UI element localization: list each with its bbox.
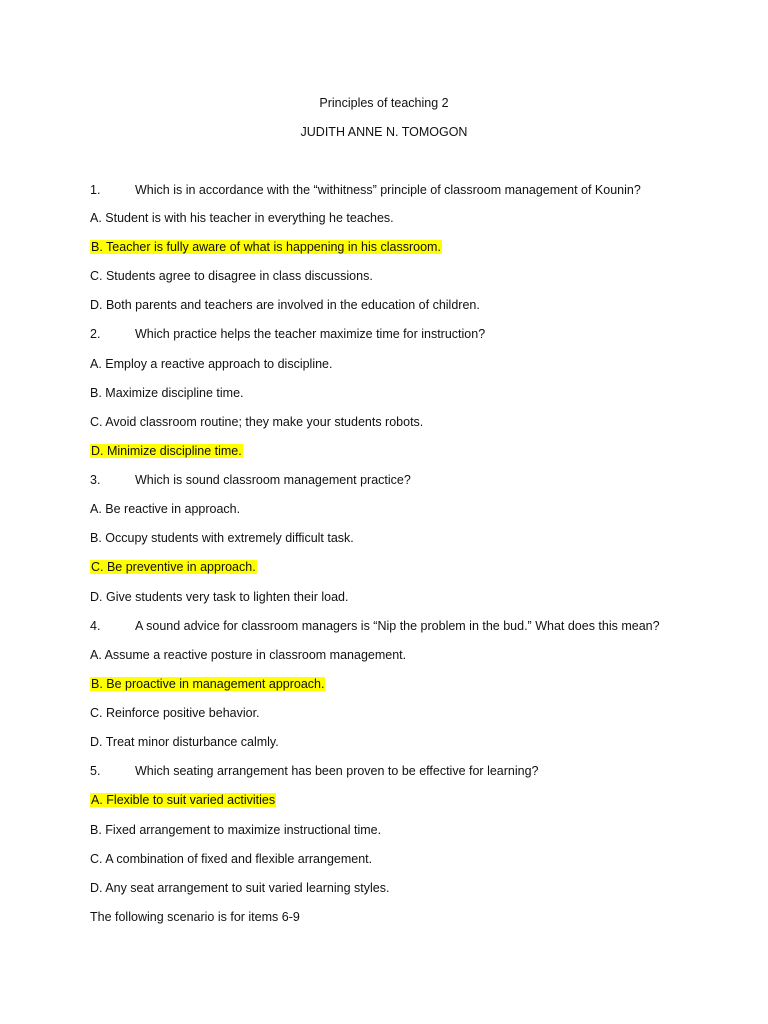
document-title <box>0 95 768 111</box>
option-text: C. Avoid classroom routine; they make your students robots. <box>90 415 424 429</box>
option-3b <box>90 530 354 546</box>
option-text: A. Student is with his teacher in everything he teaches. <box>90 211 394 225</box>
option-3a <box>90 501 240 517</box>
question-number: 1. <box>90 183 101 197</box>
question-text: Which is sound classroom management practice? <box>135 473 411 487</box>
option-text: B. Occupy students with extremely difficult task. <box>90 531 354 545</box>
option-text: A. Assume a reactive posture in classroom management. <box>90 648 407 662</box>
option-text: C. Reinforce positive behavior. <box>90 706 260 720</box>
option-4b <box>90 676 325 692</box>
option-1d <box>90 297 480 313</box>
option-text: B. Maximize discipline time. <box>90 386 244 400</box>
question-number: 2. <box>90 327 101 341</box>
option-1b <box>90 239 442 255</box>
scenario-note <box>90 909 300 925</box>
option-2b <box>90 385 244 401</box>
option-text: A. Employ a reactive approach to discipline. <box>90 357 333 371</box>
option-text: D. Give students very task to lighten their load. <box>90 590 349 604</box>
option-3d <box>90 589 348 605</box>
option-text: A. Be reactive in approach. <box>90 502 241 516</box>
option-2d <box>90 443 243 459</box>
highlighted-answer: B. Teacher is fully aware of what is happening in his classroom. <box>91 240 441 254</box>
highlighted-answer: A. Flexible to suit varied activities <box>91 793 276 807</box>
option-text: D. Treat minor disturbance calmly. <box>90 735 279 749</box>
question-number: 3. <box>90 473 101 487</box>
option-5c <box>90 851 372 867</box>
option-2c <box>90 414 423 430</box>
scenario-note-text: The following scenario is for items 6-9 <box>90 910 300 924</box>
highlighted-answer: C. Be preventive in approach. <box>91 560 256 574</box>
option-5b <box>90 822 381 838</box>
author-name-text: JUDITH ANNE N. TOMOGON <box>300 125 468 139</box>
document-title-text: Principles of teaching 2 <box>319 96 449 110</box>
option-4c <box>90 705 260 721</box>
option-4d <box>90 734 279 750</box>
author-name <box>0 124 768 140</box>
question-text: Which is in accordance with the “withitness” principle of classroom management of Kounin? <box>135 183 641 197</box>
option-text: C. A combination of fixed and flexible arrangement. <box>90 852 373 866</box>
option-5a <box>90 792 276 808</box>
question-number: 4. <box>90 619 101 633</box>
option-text: C. Students agree to disagree in class discussions. <box>90 269 373 283</box>
option-5d <box>90 880 389 896</box>
question-text: Which seating arrangement has been proven to be effective for learning? <box>135 764 539 778</box>
question-text: Which practice helps the teacher maximize time for instruction? <box>135 327 486 341</box>
highlighted-answer: D. Minimize discipline time. <box>91 444 242 458</box>
question-number: 5. <box>90 764 101 778</box>
highlighted-answer: B. Be proactive in management approach. <box>91 677 325 691</box>
option-1a <box>90 210 394 226</box>
option-text: B. Fixed arrangement to maximize instructional time. <box>90 823 382 837</box>
option-3c <box>90 559 257 575</box>
option-2a <box>90 356 333 372</box>
option-4a <box>90 647 406 663</box>
option-text: D. Any seat arrangement to suit varied learning styles. <box>90 881 390 895</box>
question-text: A sound advice for classroom managers is “Nip the problem in the bud.” What does this mean? <box>135 619 660 633</box>
option-text: D. Both parents and teachers are involved in the education of children. <box>90 298 480 312</box>
option-1c <box>90 268 373 284</box>
